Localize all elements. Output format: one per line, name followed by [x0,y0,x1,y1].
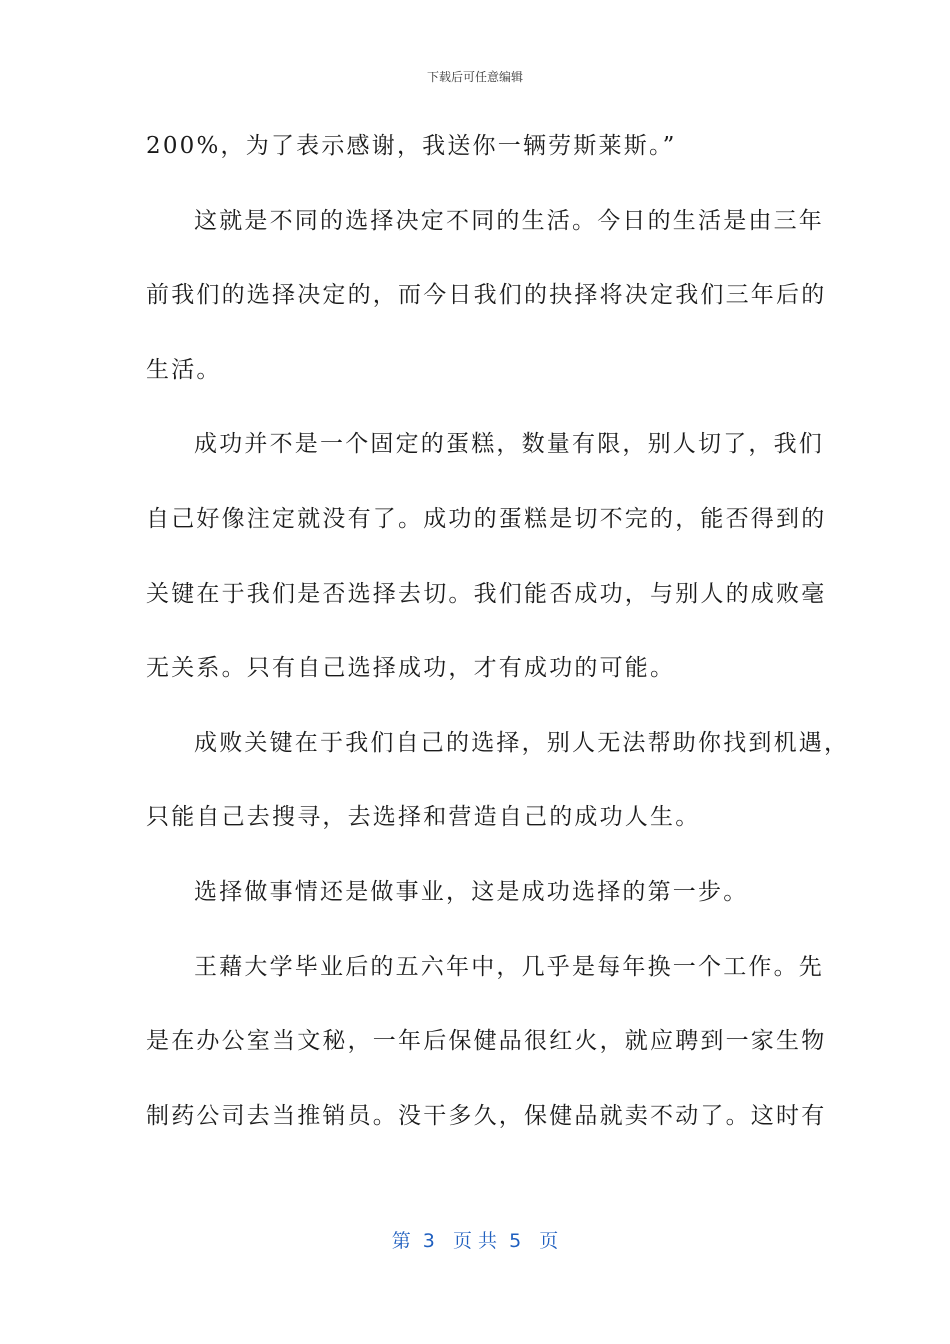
paragraph-start-line: 选择做事情还是做事业，这是成功选择的第一步。 [194,878,749,905]
text-line: 200%，为了表示感谢，我送你一辆劳斯莱斯。” [146,133,677,159]
paragraph-start-line: 成败关键在于我们自己的选择，别人无法帮助你找到机遇， [194,729,850,756]
text-line: 无关系。只有自己选择成功，才有成功的可能。 [146,655,676,682]
text-line: 前我们的选择决定的，而今日我们的抉择将决定我们三年后的 [146,282,827,309]
paragraph-start-line: 王藉大学毕业后的五六年中，几乎是每年换一个工作。先 [194,953,824,980]
text-line: 制药公司去当推销员。没干多久，保健品就卖不动了。这时有 [146,1102,827,1129]
text-line: 自己好像注定就没有了。成功的蛋糕是切不完的，能否得到的 [146,505,827,532]
page-header: 下载后可任意编辑 [426,70,523,84]
text-line: 是在办公室当文秘，一年后保健品很红火，就应聘到一家生物 [146,1028,827,1055]
paragraph-start-line: 成功并不是一个固定的蛋糕，数量有限，别人切了，我们 [194,431,824,458]
document-body [146,118,850,1162]
page-number-footer: 第 3 页 共 5 页 [391,1230,559,1252]
paragraph-start-line: 这就是不同的选择决定不同的生活。今日的生活是由三年 [194,207,824,234]
text-line: 只能自己去搜寻，去选择和营造自己的成功人生。 [146,804,701,831]
text-line: 关键在于我们是否选择去切。我们能否成功，与别人的成败毫 [146,580,827,607]
text-line: 生活。 [146,356,222,383]
